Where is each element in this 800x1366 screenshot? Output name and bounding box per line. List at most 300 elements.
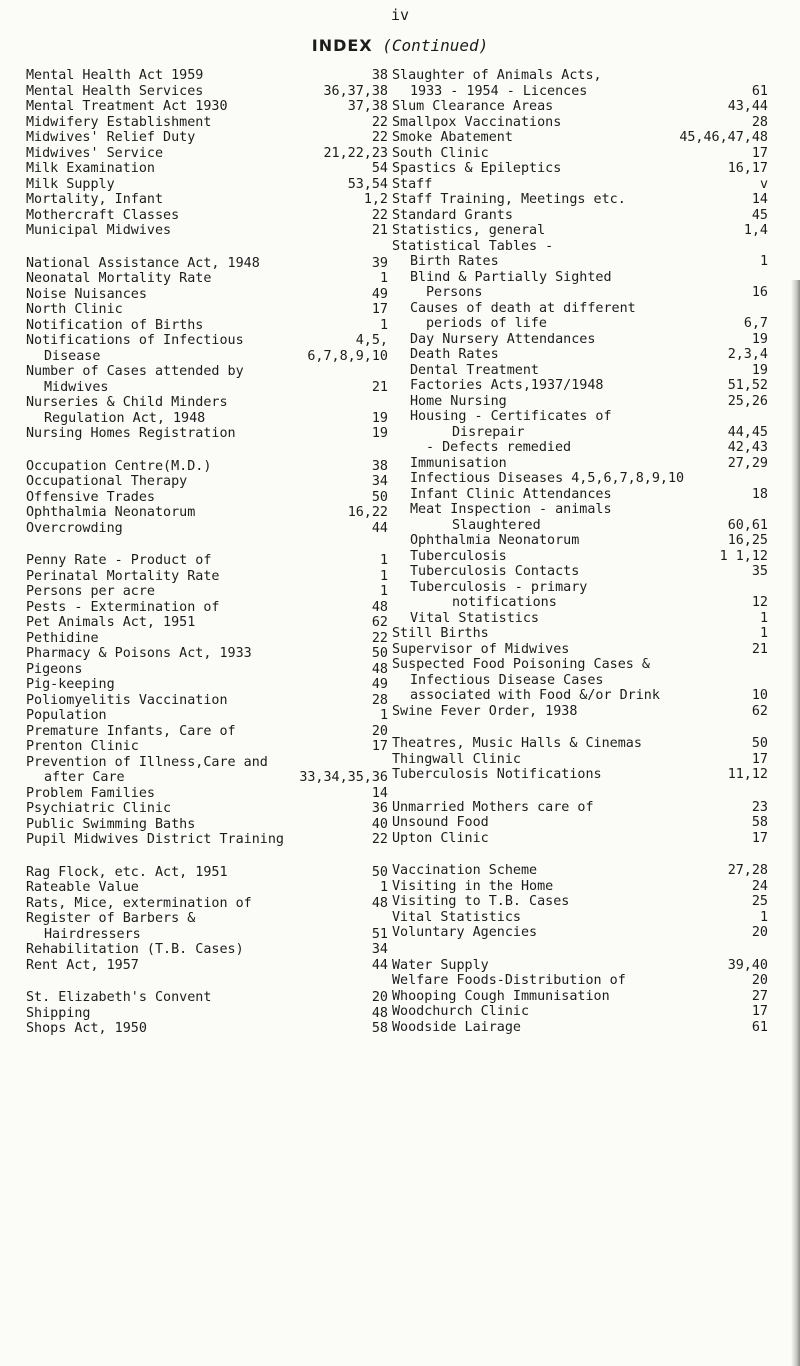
index-entry bbox=[392, 879, 768, 895]
index-entry-term: Slaughtered bbox=[452, 517, 541, 533]
index-entry-term: Visiting in the Home bbox=[392, 878, 554, 894]
index-entry bbox=[26, 302, 388, 318]
index-entry-pages: 44 bbox=[371, 957, 388, 973]
index-entry-pages: 28 bbox=[371, 692, 388, 708]
index-entry bbox=[26, 615, 388, 631]
index-entry-pages: 50 bbox=[371, 864, 388, 880]
index-entry-term: Neonatal Mortality Rate bbox=[26, 271, 212, 286]
index-entry bbox=[392, 316, 768, 332]
index-entry-pages: 20 bbox=[371, 723, 388, 739]
index-entry-term: Tuberculosis Contacts bbox=[410, 564, 580, 579]
index-entry bbox=[26, 896, 388, 912]
index-entry-pages: 12 bbox=[751, 595, 768, 610]
index-entry-term: Birth Rates bbox=[410, 254, 499, 269]
section-gap bbox=[26, 536, 388, 553]
index-entry-term: Ophthalmia Neonatorum bbox=[410, 533, 580, 548]
continued-label: (Continued) bbox=[382, 36, 489, 55]
index-entry-term: Voluntary Agencies bbox=[392, 925, 538, 940]
index-entry-term: Rent Act, 1957 bbox=[26, 957, 139, 973]
index-entry-pages: 27,29 bbox=[727, 455, 768, 471]
index-entry bbox=[392, 688, 768, 704]
index-entry-pages: 38 bbox=[371, 68, 388, 83]
index-entry-term: Standard Grants bbox=[392, 207, 513, 223]
index-entry-term: Disease bbox=[44, 348, 101, 364]
index-entry-pages: 16,25 bbox=[727, 533, 768, 548]
index-entry-term: Smallpox Vaccinations bbox=[392, 114, 562, 130]
index-entry-term: Mental Health Services bbox=[26, 83, 204, 99]
index-entry-term: Vital Statistics bbox=[392, 909, 521, 925]
index-entry-term: Staff Training, Meetings etc. bbox=[392, 192, 626, 207]
index-entry-term: 1933 - 1954 - Licences bbox=[410, 83, 588, 99]
index-entry-term: Pupil Midwives District Training bbox=[26, 832, 284, 847]
index-entry-term: Supervisor of Midwives bbox=[392, 641, 570, 657]
index-entry-term: Dental Treatment bbox=[410, 362, 539, 378]
index-entry-term: Statistics, general bbox=[392, 223, 546, 238]
index-entry-pages: 48 bbox=[371, 599, 388, 615]
index-entry-pages: 1 bbox=[379, 271, 388, 286]
index-entry-term: after Care bbox=[44, 770, 125, 785]
index-entry-term: Mothercraft Classes bbox=[26, 207, 180, 223]
index-entry-term: Midwives' Service bbox=[26, 145, 164, 161]
index-entry-term: Death Rates bbox=[410, 347, 499, 362]
index-entry bbox=[392, 595, 768, 611]
index-entry-pages: 1 bbox=[379, 584, 388, 599]
index-entry-pages: 49 bbox=[371, 286, 388, 302]
index-entry-pages: 17 bbox=[371, 739, 388, 754]
index-entry-pages: 34 bbox=[371, 942, 388, 957]
index-entry bbox=[392, 471, 768, 487]
index-entry bbox=[26, 318, 388, 334]
index-entry-term: notifications bbox=[452, 595, 557, 610]
index-entry bbox=[392, 973, 768, 989]
index-entry bbox=[392, 68, 768, 84]
index-entry-term: Tuberculosis bbox=[410, 548, 507, 564]
index-entry-pages: 14 bbox=[751, 192, 768, 207]
index-entry-pages: 1,4 bbox=[743, 223, 768, 238]
index-entry-pages: 1 bbox=[379, 317, 388, 333]
index-entry-term: associated with Food &/or Drink bbox=[410, 688, 660, 703]
index-entry bbox=[26, 287, 388, 303]
index-entry bbox=[392, 440, 768, 456]
index-entry bbox=[26, 724, 388, 740]
index-entry-pages: 21 bbox=[371, 223, 388, 238]
index-entry bbox=[392, 580, 768, 596]
index-entry-term: Psychiatric Clinic bbox=[26, 801, 172, 816]
index-entry-pages: 25 bbox=[751, 894, 768, 909]
section-gap bbox=[392, 941, 768, 958]
index-entry-term: Notifications of Infectious bbox=[26, 333, 244, 348]
index-entry-term: Hairdressers bbox=[44, 926, 141, 942]
index-entry bbox=[26, 662, 388, 678]
index-entry bbox=[392, 549, 768, 565]
index-entry bbox=[392, 642, 768, 658]
index-entry-term: Woodchurch Clinic bbox=[392, 1004, 530, 1019]
index-entry-pages: 1 bbox=[379, 880, 388, 895]
index-entry-term: Persons per acre bbox=[26, 584, 155, 599]
index-entry-pages: 1 bbox=[759, 254, 768, 269]
index-entry bbox=[26, 755, 388, 771]
index-entry-term: Vital Statistics bbox=[410, 610, 539, 626]
index-entry-pages: 45 bbox=[751, 207, 768, 223]
index-entry bbox=[26, 911, 388, 927]
index-entry-pages: 49 bbox=[371, 677, 388, 692]
index-entry-term: Causes of death at different bbox=[410, 300, 636, 316]
index-entry-term: Milk Supply bbox=[26, 176, 115, 192]
index-entry bbox=[392, 673, 768, 689]
index-entry bbox=[392, 192, 768, 208]
index-entry-pages: 22 bbox=[371, 114, 388, 130]
index-entry-term: Milk Examination bbox=[26, 161, 155, 176]
index-entry-term: Public Swimming Baths bbox=[26, 816, 196, 832]
index-entry-pages: 19 bbox=[371, 410, 388, 426]
index-entry-pages: 35 bbox=[751, 564, 768, 579]
index-entry bbox=[392, 989, 768, 1005]
index-entry-term: Statistical Tables - bbox=[392, 238, 554, 254]
index-entry bbox=[26, 84, 388, 100]
index-entry-pages: 58 bbox=[371, 1021, 388, 1036]
index-entry-term: Spastics & Epileptics bbox=[392, 161, 562, 176]
index-entry-pages: 16,17 bbox=[727, 161, 768, 176]
index-entry bbox=[26, 865, 388, 881]
index-entry bbox=[26, 770, 388, 786]
index-entry-term: Pig-keeping bbox=[26, 677, 115, 692]
index-entry-term: Infectious Diseases 4,5,6,7,8,9,10 bbox=[410, 471, 685, 486]
index-entry-pages: 51 bbox=[371, 926, 388, 942]
section-gap bbox=[26, 239, 388, 256]
index-entry bbox=[26, 208, 388, 224]
index-entry-pages: 22 bbox=[371, 630, 388, 646]
index-entry-pages: 17 bbox=[751, 830, 768, 846]
index-entry bbox=[26, 1021, 388, 1037]
index-entry-term: Infant Clinic Attendances bbox=[410, 486, 612, 502]
index-entry bbox=[26, 739, 388, 755]
index-entry-pages: 28 bbox=[751, 114, 768, 130]
index-entry-pages: 17 bbox=[371, 302, 388, 317]
index-entry-term: periods of life bbox=[426, 316, 547, 331]
index-entry-pages: 43,44 bbox=[727, 99, 768, 114]
index-entry-pages: 39,40 bbox=[727, 957, 768, 973]
index-entry bbox=[26, 801, 388, 817]
index-entry-pages: 21 bbox=[371, 379, 388, 395]
index-entry-pages: 58 bbox=[751, 815, 768, 830]
section-gap bbox=[392, 846, 768, 863]
index-entry bbox=[392, 223, 768, 239]
index-entry-pages: 61 bbox=[751, 83, 768, 99]
index-entry bbox=[26, 271, 388, 287]
index-entry bbox=[392, 958, 768, 974]
index-right-column bbox=[392, 68, 768, 1035]
index-entry bbox=[26, 380, 388, 396]
index-entry-pages: 37,38 bbox=[347, 99, 388, 114]
index-entry bbox=[26, 817, 388, 833]
index-entry bbox=[26, 631, 388, 647]
index-entry-term: Upton Clinic bbox=[392, 830, 489, 846]
index-entry bbox=[26, 411, 388, 427]
index-entry bbox=[26, 693, 388, 709]
index-entry bbox=[392, 611, 768, 627]
index-entry bbox=[26, 333, 388, 349]
index-entry-pages: 19 bbox=[371, 426, 388, 441]
index-entry-pages: 17 bbox=[751, 1004, 768, 1019]
index-entry bbox=[26, 130, 388, 146]
index-entry-term: Factories Acts,1937/1948 bbox=[410, 378, 604, 393]
index-entry-term: Notification of Births bbox=[26, 317, 204, 333]
index-entry bbox=[26, 256, 388, 272]
section-gap bbox=[26, 848, 388, 865]
index-entry-pages: 44,45 bbox=[727, 424, 768, 440]
index-entry bbox=[26, 223, 388, 239]
index-entry-term: Rateable Value bbox=[26, 880, 139, 895]
index-entry bbox=[26, 521, 388, 537]
index-entry-pages: 50 bbox=[751, 736, 768, 751]
index-entry-term: Pigeons bbox=[26, 661, 83, 677]
section-gap bbox=[392, 783, 768, 800]
index-entry bbox=[26, 192, 388, 208]
index-entry-term: Nurseries & Child Minders bbox=[26, 395, 228, 410]
index-entry-pages: 24 bbox=[751, 878, 768, 894]
index-entry bbox=[392, 704, 768, 720]
index-entry-pages: 17 bbox=[751, 145, 768, 161]
index-entry-term: Woodside Lairage bbox=[392, 1019, 521, 1035]
index-entry-term: Ophthalmia Neonatorum bbox=[26, 505, 196, 520]
index-entry-term: Welfare Foods-Distribution of bbox=[392, 973, 626, 988]
index-entry-term: Unsound Food bbox=[392, 815, 489, 830]
index-entry-pages: 36 bbox=[371, 801, 388, 816]
index-entry-pages: 16 bbox=[751, 285, 768, 300]
index-entry-term: Problem Families bbox=[26, 785, 155, 801]
index-entry-pages: 50 bbox=[371, 646, 388, 661]
index-entry-term: Population bbox=[26, 708, 107, 723]
index-entry bbox=[392, 831, 768, 847]
index-entry-pages: 48 bbox=[371, 1005, 388, 1021]
index-entry-pages: 1 bbox=[759, 909, 768, 925]
index-entry bbox=[392, 564, 768, 580]
index-entry-pages: 54 bbox=[371, 161, 388, 176]
index-entry bbox=[392, 99, 768, 115]
index-entry-term: Slum Clearance Areas bbox=[392, 99, 554, 114]
index-entry-pages: 25,26 bbox=[727, 393, 768, 409]
page-title bbox=[0, 36, 800, 55]
index-entry-pages: 61 bbox=[751, 1019, 768, 1035]
index-entry-pages: 20 bbox=[751, 925, 768, 940]
index-entry-pages: 1 bbox=[379, 568, 388, 584]
index-entry-pages: 1 bbox=[759, 610, 768, 626]
index-entry bbox=[392, 270, 768, 286]
index-entry bbox=[26, 584, 388, 600]
index-entry-term: Infectious Disease Cases bbox=[410, 672, 604, 688]
index-entry-pages: 40 bbox=[371, 816, 388, 832]
index-entry-pages: 42,43 bbox=[727, 440, 768, 455]
index-entry-pages: 20 bbox=[371, 990, 388, 1005]
index-entry bbox=[26, 646, 388, 662]
index-heading: INDEX bbox=[311, 36, 373, 55]
index-entry bbox=[392, 736, 768, 752]
index-entry-term: Whooping Cough Immunisation bbox=[392, 988, 610, 1004]
index-entry-pages: 14 bbox=[371, 785, 388, 801]
index-entry bbox=[26, 927, 388, 943]
index-entry bbox=[26, 161, 388, 177]
index-entry-term: Tuberculosis - primary bbox=[410, 579, 588, 595]
index-entry bbox=[26, 942, 388, 958]
index-entry-term: Water Supply bbox=[392, 957, 489, 973]
index-entry-term: Rats, Mice, extermination of bbox=[26, 895, 252, 911]
index-entry bbox=[26, 708, 388, 724]
index-entry bbox=[26, 786, 388, 802]
index-entry-term: Immunisation bbox=[410, 455, 507, 471]
index-entry bbox=[392, 487, 768, 503]
index-entry bbox=[392, 657, 768, 673]
index-entry bbox=[392, 533, 768, 549]
index-entry-term: Pharmacy & Poisons Act, 1933 bbox=[26, 646, 252, 661]
index-entry-pages: 6,7 bbox=[743, 316, 768, 331]
index-entry bbox=[392, 301, 768, 317]
index-entry-term: Meat Inspection - animals bbox=[410, 502, 612, 517]
index-entry-term: Smoke Abatement bbox=[392, 130, 513, 145]
index-entry-term: Register of Barbers & bbox=[26, 911, 196, 926]
index-entry bbox=[392, 146, 768, 162]
index-entry bbox=[26, 569, 388, 585]
index-entry bbox=[26, 600, 388, 616]
index-entry-term: Poliomyelitis Vaccination bbox=[26, 692, 228, 708]
index-entry bbox=[26, 490, 388, 506]
index-entry-term: - Defects remedied bbox=[426, 440, 572, 455]
index-entry-term: Mental Treatment Act 1930 bbox=[26, 99, 228, 114]
index-entry bbox=[26, 459, 388, 475]
index-entry-pages: 44 bbox=[371, 520, 388, 536]
index-entry-pages: 4,5, bbox=[355, 333, 388, 348]
index-entry-term: Penny Rate - Product of bbox=[26, 553, 212, 568]
index-entry-term: Prevention of Illness,Care and bbox=[26, 754, 268, 770]
index-entry bbox=[392, 767, 768, 783]
index-entry bbox=[26, 115, 388, 131]
index-entry-term: Theatres, Music Halls & Cinemas bbox=[392, 736, 642, 751]
index-entry-term: Occupation Centre(M.D.) bbox=[26, 458, 212, 474]
index-entry-pages: 27 bbox=[751, 988, 768, 1004]
index-entry bbox=[26, 505, 388, 521]
index-entry-pages: 51,52 bbox=[727, 378, 768, 393]
index-entry-term: Tuberculosis Notifications bbox=[392, 767, 602, 782]
index-left-column bbox=[26, 68, 388, 1037]
index-entry bbox=[392, 177, 768, 193]
index-entry bbox=[392, 254, 768, 270]
index-entry bbox=[26, 99, 388, 115]
index-entry-term: Visiting to T.B. Cases bbox=[392, 894, 570, 909]
index-entry-term: Home Nursing bbox=[410, 393, 507, 409]
index-entry-pages: 17 bbox=[751, 751, 768, 767]
index-entry bbox=[392, 800, 768, 816]
index-entry-term: Occupational Therapy bbox=[26, 474, 188, 489]
index-entry bbox=[392, 626, 768, 642]
index-entry-pages: 50 bbox=[371, 489, 388, 505]
index-entry-term: St. Elizabeth's Convent bbox=[26, 990, 212, 1005]
index-entry-pages: 21,22,23 bbox=[323, 145, 388, 161]
index-entry-term: Persons bbox=[426, 285, 483, 300]
index-entry bbox=[26, 426, 388, 442]
index-entry-term: Midwifery Establishment bbox=[26, 114, 212, 130]
index-entry-pages: 2,3,4 bbox=[727, 347, 768, 362]
index-entry-pages: 33,34,35,36 bbox=[299, 770, 388, 785]
index-entry bbox=[26, 832, 388, 848]
index-entry-term: Blind & Partially Sighted bbox=[410, 269, 612, 285]
index-entry-pages: 6,7,8,9,10 bbox=[307, 348, 388, 364]
index-entry bbox=[26, 68, 388, 84]
index-entry bbox=[392, 502, 768, 518]
index-entry bbox=[392, 161, 768, 177]
index-entry bbox=[26, 146, 388, 162]
index-entry-term: Regulation Act, 1948 bbox=[44, 410, 206, 426]
index-entry-pages: 27,28 bbox=[727, 863, 768, 878]
index-entry-term: Nursing Homes Registration bbox=[26, 426, 236, 441]
index-entry-pages: 10 bbox=[751, 688, 768, 703]
index-entry bbox=[392, 815, 768, 831]
index-entry-term: Slaughter of Animals Acts, bbox=[392, 68, 602, 83]
index-entry-pages: 20 bbox=[751, 973, 768, 988]
index-entry bbox=[26, 880, 388, 896]
index-entry-term: Midwives bbox=[44, 379, 109, 395]
index-entry-term: Rehabilitation (T.B. Cases) bbox=[26, 942, 244, 957]
index-entry-pages: 36,37,38 bbox=[323, 83, 388, 99]
index-entry bbox=[392, 925, 768, 941]
index-entry-term: Mental Health Act 1959 bbox=[26, 68, 204, 83]
index-entry-pages: 34 bbox=[371, 474, 388, 489]
index-entry-pages: 48 bbox=[371, 895, 388, 911]
index-entry-term: Housing - Certificates of bbox=[410, 409, 612, 424]
index-entry bbox=[392, 1020, 768, 1036]
index-entry bbox=[392, 894, 768, 910]
index-entry-term: Day Nursery Attendances bbox=[410, 331, 596, 347]
index-entry-term: Premature Infants, Care of bbox=[26, 723, 236, 739]
index-entry-term: Mortality, Infant bbox=[26, 192, 164, 207]
index-entry-pages: 21 bbox=[751, 641, 768, 657]
index-entry bbox=[392, 115, 768, 131]
section-gap bbox=[392, 719, 768, 736]
index-entry-term: Shipping bbox=[26, 1005, 91, 1021]
index-entry bbox=[26, 364, 388, 380]
index-entry-pages: 1 bbox=[379, 708, 388, 723]
index-entry-term: Pet Animals Act, 1951 bbox=[26, 615, 196, 630]
index-entry bbox=[392, 285, 768, 301]
index-entry-pages: 39 bbox=[371, 255, 388, 271]
index-entry bbox=[392, 130, 768, 146]
index-entry-pages: 1 bbox=[379, 553, 388, 568]
index-entry-term: Rag Flock, etc. Act, 1951 bbox=[26, 864, 228, 880]
index-entry-term: Still Births bbox=[392, 626, 489, 641]
page-edge-shadow bbox=[791, 280, 800, 1366]
index-entry bbox=[392, 208, 768, 224]
index-entry-pages: 1 1,12 bbox=[719, 548, 768, 564]
index-entry-term: Disrepair bbox=[452, 424, 525, 440]
index-entry bbox=[392, 1004, 768, 1020]
index-entry bbox=[392, 910, 768, 926]
index-entry-pages: 48 bbox=[371, 661, 388, 677]
index-entry bbox=[26, 395, 388, 411]
index-entry-term: Staff bbox=[392, 176, 433, 192]
index-entry-pages: 19 bbox=[751, 362, 768, 378]
index-entry-pages: 11,12 bbox=[727, 767, 768, 782]
index-entry bbox=[392, 518, 768, 534]
index-entry bbox=[392, 456, 768, 472]
index-entry-pages: v bbox=[759, 176, 768, 192]
index-entry-term: Pethidine bbox=[26, 630, 99, 646]
index-entry bbox=[26, 349, 388, 365]
index-entry bbox=[392, 347, 768, 363]
index-entry-pages: 1,2 bbox=[363, 192, 388, 207]
index-entry-pages: 22 bbox=[371, 832, 388, 847]
index-entry bbox=[392, 84, 768, 100]
index-entry-term: Municipal Midwives bbox=[26, 223, 172, 238]
index-entry-pages: 22 bbox=[371, 130, 388, 145]
index-entry bbox=[392, 363, 768, 379]
